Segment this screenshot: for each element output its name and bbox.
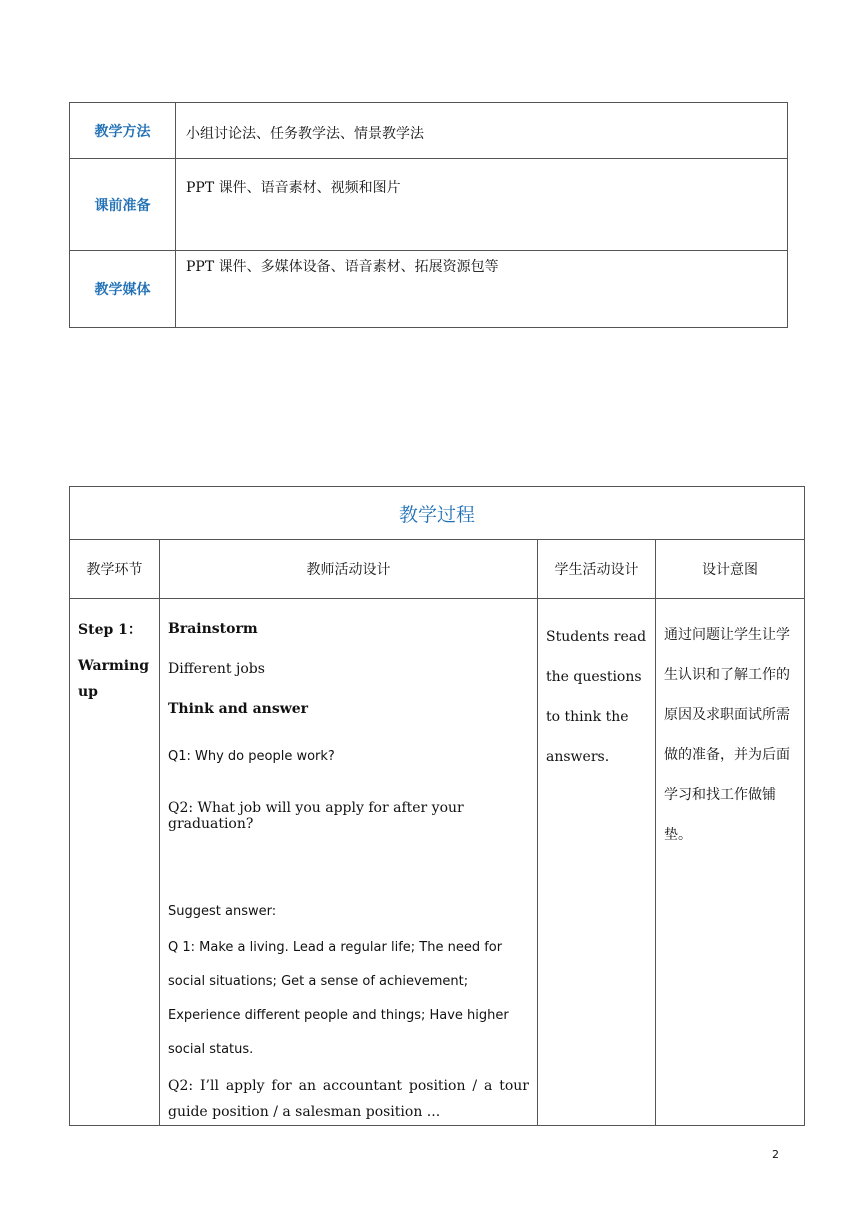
process-table bbox=[69, 486, 805, 1126]
question-2: Q2: What job will you apply for after your graduation? bbox=[168, 800, 464, 832]
header-stage: 教学环节 bbox=[70, 540, 160, 599]
value-preparation: PPT 课件、语音素材、视频和图片 bbox=[176, 159, 788, 251]
teacher-activity-cell bbox=[160, 599, 538, 1126]
header-teacher: 教师活动设计 bbox=[160, 540, 538, 599]
think-heading: Think and answer bbox=[168, 701, 309, 717]
label-preparation: 课前准备 bbox=[70, 159, 176, 251]
header-intent: 设计意图 bbox=[656, 540, 805, 599]
label-media: 教学媒体 bbox=[70, 251, 176, 328]
brainstorm-heading: Brainstorm bbox=[168, 621, 258, 637]
value-teaching-method: 小组讨论法、任务教学法、情景教学法 bbox=[176, 103, 788, 159]
process-title: 教学过程 bbox=[70, 487, 805, 540]
step-cell bbox=[70, 599, 160, 1126]
value-media: PPT 课件、多媒体设备、语音素材、拓展资源包等 bbox=[176, 251, 788, 328]
different-jobs: Different jobs bbox=[168, 661, 265, 677]
page-number: 2 bbox=[772, 1148, 779, 1161]
prep-table bbox=[69, 102, 788, 328]
header-student: 学生活动设计 bbox=[538, 540, 656, 599]
step-number: Step 1： bbox=[78, 622, 142, 638]
question-1: Q1: Why do people work? bbox=[168, 749, 335, 764]
step-name: Warming up bbox=[78, 658, 150, 700]
answer-1: Q 1: Make a living. Lead a regular life; The need for social situations; Get a sense of achievement; Experience different people and things; Have higher social status. bbox=[168, 940, 509, 1057]
design-intent-cell: 通过问题让学生让学生认识和了解工作的原因及求职面试所需做的准备，并为后面学习和找工作做铺垫。 bbox=[656, 599, 805, 1126]
label-teaching-method: 教学方法 bbox=[70, 103, 176, 159]
student-activity-cell: Students read the questions to think the answers. bbox=[538, 599, 656, 1126]
suggest-heading: Suggest answer: bbox=[168, 904, 277, 919]
answer-2: Q2: I’ll apply for an accountant position / a tour guide position / a salesman position ... bbox=[168, 1078, 529, 1120]
